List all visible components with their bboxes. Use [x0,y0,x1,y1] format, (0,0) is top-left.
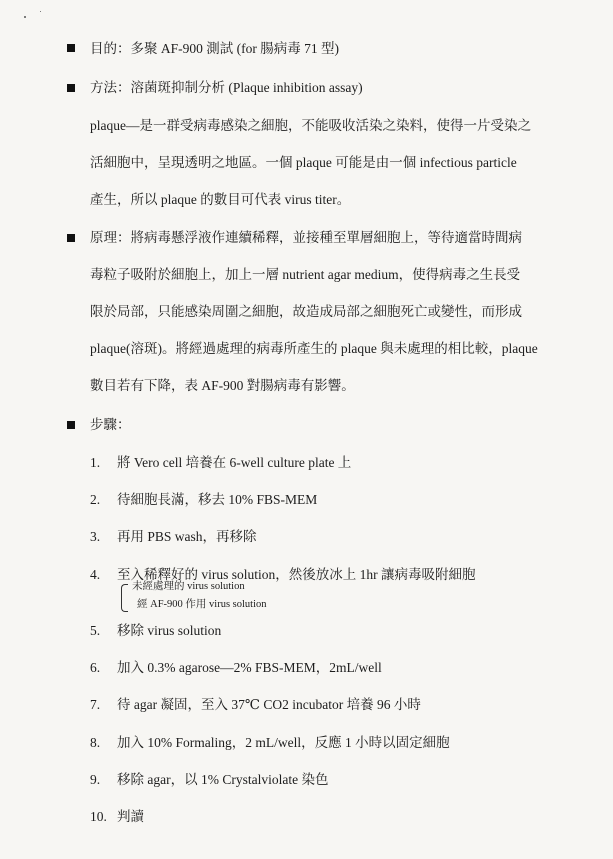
method-description-line: 活細胞中，呈現透明之地區。一個 plaque 可能是由一個 infectious particle [90,155,517,170]
bullet-icon [67,44,75,52]
step-text: 待細胞長滿，移去 10% FBS-MEM [117,492,318,507]
principle-line: 毒粒子吸附於細胞上，加上一層 nutrient agar medium，使得病毒之生長受 [90,267,521,282]
step-number: 8. [90,735,101,750]
step-number: 2. [90,492,101,507]
principle-line: 數目若有下降，表 AF-900 對腸病毒有影響。 [90,378,355,393]
step-number: 4. [90,567,101,582]
purpose-heading: 目的：多聚 AF-900 測試 (for 腸病毒 71 型) [90,41,339,56]
step-text: 移除 virus solution [117,623,222,638]
step-text: 再用 PBS wash，再移除 [117,529,257,544]
step-text: 加入 10% Formaling，2 mL/well，反應 1 小時以固定細胞 [117,735,450,750]
principle-line: plaque(溶斑)。將經過處理的病毒所產生的 plaque 與未處理的相比較，plaque [90,341,538,356]
step-text: 待 agar 凝固，至入 37℃ CO2 incubator 培養 96 小時 [117,697,421,712]
step4-sub-item: 經 AF-900 作用 virus solution [137,599,267,610]
step-number: 9. [90,772,101,787]
method-description-line: plaque—是一群受病毒感染之細胞，不能吸收活染之染料，使得一片受染之 [90,118,531,133]
scan-speck [24,16,26,18]
principle-line: 原理：將病毒懸浮液作連續稀釋，並接種至單層細胞上，等待適當時間病 [90,230,522,245]
principle-line: 限於局部，只能感染周圍之細胞，故造成局部之細胞死亡或變性，而形成 [90,304,522,319]
step-text: 將 Vero cell 培養在 6-well culture plate 上 [117,455,352,470]
step-text: 移除 agar，以 1% Crystalviolate 染色 [117,772,329,787]
step-number: 10. [90,809,107,824]
step-number: 5. [90,623,101,638]
bullet-icon [67,234,75,242]
steps-heading: 步驟： [90,417,131,432]
step-text: 加入 0.3% agarose—2% FBS-MEM，2mL/well [117,660,382,675]
sub-list-brace [121,584,128,612]
step-text: 判讀 [117,809,144,824]
method-description-line: 產生，所以 plaque 的數目可代表 virus titer。 [90,192,351,207]
step-number: 3. [90,529,101,544]
bullet-icon [67,84,75,92]
step4-sub-item: 未經處理的 virus solution [132,581,245,592]
bullet-icon [67,421,75,429]
step-number: 6. [90,660,101,675]
step-number: 7. [90,697,101,712]
scan-speck [40,11,41,12]
step-text: 至入稀釋好的 virus solution，然後放冰上 1hr 讓病毒吸附細胞 [117,567,476,582]
method-heading: 方法：溶菌斑抑制分析 (Plaque inhibition assay) [90,80,363,95]
step-number: 1. [90,455,101,470]
